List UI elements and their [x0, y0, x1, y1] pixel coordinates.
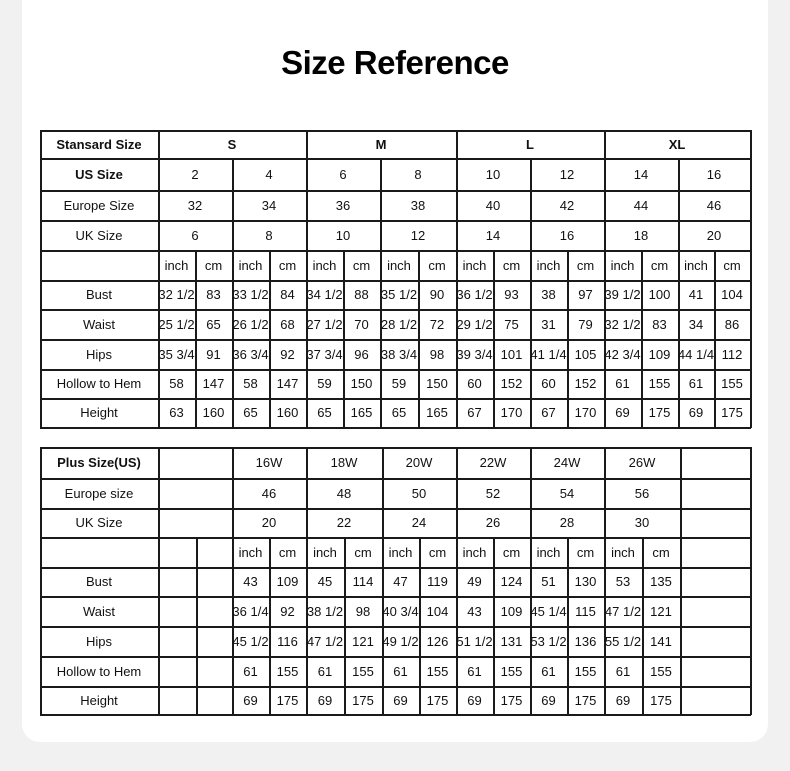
measurement-value: 105 [574, 346, 597, 362]
measurement-label: Hollow to Hem [56, 376, 142, 391]
us-size-cell: 10 [485, 166, 501, 182]
measurement-value: 37 3/4 [306, 346, 343, 362]
uk-size-cell: 10 [335, 227, 351, 243]
measurement-value: 155 [648, 376, 671, 391]
plus-measurement-label: Height [80, 692, 118, 708]
plus-measurement-value: 136 [574, 633, 597, 649]
measurement-label: Height [80, 405, 118, 420]
measurement-value: 65 [391, 405, 407, 420]
measurement-value: 88 [354, 287, 369, 302]
plus-unit-header: inch [462, 544, 487, 560]
measurement-value: 175 [648, 405, 671, 420]
plus-measurement-value: 98 [355, 603, 371, 619]
plus-unit-header: cm [278, 544, 297, 560]
plus-uk-size: 28 [559, 515, 575, 530]
uk-size-label: UK Size [75, 227, 123, 243]
plus-measurement-value: 69 [541, 692, 556, 708]
measurement-value: 109 [648, 346, 671, 362]
plus-uk-size: 24 [411, 515, 427, 530]
plus-unit-header: cm [652, 544, 670, 560]
plus-us-size: 18W [330, 455, 358, 470]
plus-measurement-value: 47 [393, 574, 408, 589]
plus-measurement-value: 175 [574, 692, 597, 708]
grid-line [680, 447, 682, 715]
plus-measurement-value: 109 [500, 603, 523, 619]
uk-size-cell: 16 [559, 227, 575, 243]
unit-header: cm [576, 257, 595, 273]
europe-size-cell: 44 [633, 197, 649, 213]
plus-unit-header: cm [354, 544, 372, 560]
plus-unit-header: inch [238, 544, 263, 560]
measurement-value: 93 [504, 287, 519, 302]
plus-measurement-value: 61 [615, 663, 631, 679]
measurement-value: 29 1/2 [456, 316, 493, 332]
size-group-label: M [375, 136, 387, 152]
plus-measurement-value: 55 1/2 [604, 633, 642, 649]
plus-measurement-value: 40 3/4 [382, 603, 419, 619]
measurement-value: 150 [350, 376, 373, 391]
grid-line [750, 130, 752, 428]
plus-measurement-value: 92 [280, 603, 295, 619]
plus-europe-size: 54 [559, 485, 575, 501]
grid-line [40, 427, 751, 429]
measurement-value: 160 [276, 405, 299, 420]
plus-measurement-value: 175 [650, 692, 672, 708]
grid-line [158, 447, 160, 715]
measurement-value: 32 1/2 [158, 287, 195, 302]
unit-header: cm [204, 257, 223, 273]
us-size-cell: 2 [191, 166, 199, 182]
measurement-value: 104 [721, 287, 743, 302]
plus-measurement-value: 61 [243, 663, 258, 679]
measurement-value: 150 [426, 376, 448, 391]
measurement-value: 59 [391, 376, 407, 391]
plus-us-size: 16W [255, 455, 283, 470]
plus-unit-header: inch [388, 544, 413, 560]
grid-line [750, 447, 752, 715]
unit-header: cm [502, 257, 521, 273]
plus-measurement-value: 141 [650, 633, 672, 649]
measurement-value: 79 [578, 316, 593, 332]
measurement-value: 60 [541, 376, 556, 391]
plus-measurement-value: 119 [427, 574, 448, 589]
unit-header: inch [312, 257, 337, 273]
plus-measurement-value: 61 [393, 663, 408, 679]
size-group-label: XL [668, 136, 686, 152]
measurement-value: 83 [206, 287, 221, 302]
plus-measurement-value: 69 [243, 692, 258, 708]
uk-size-cell: 6 [191, 227, 199, 243]
plus-measurement-value: 61 [317, 663, 333, 679]
uk-size-cell: 20 [706, 227, 722, 243]
measurement-value: 31 [541, 316, 556, 332]
standard-size-header: Stansard Size [56, 136, 142, 152]
measurement-value: 28 1/2 [380, 316, 418, 332]
plus-measurement-value: 61 [541, 663, 556, 679]
uk-size-cell: 18 [633, 227, 649, 243]
plus-measurement-value: 104 [426, 603, 449, 619]
measurement-value: 41 [688, 287, 704, 302]
plus-measurement-value: 175 [500, 692, 523, 708]
measurement-value: 39 3/4 [456, 346, 493, 362]
measurement-value: 59 [317, 376, 332, 391]
plus-measurement-value: 124 [500, 574, 523, 589]
unit-header: cm [278, 257, 297, 273]
plus-measurement-value: 51 1/2 [456, 633, 493, 649]
plus-measurement-value: 175 [352, 692, 374, 708]
measurement-value: 97 [578, 287, 593, 302]
measurement-value: 170 [500, 405, 523, 420]
us-size-cell: 6 [339, 166, 347, 182]
measurement-value: 61 [688, 376, 704, 391]
us-size-label: US Size [75, 166, 123, 182]
measurement-value: 65 [206, 316, 221, 332]
plus-us-size: 24W [553, 455, 581, 470]
measurement-value: 58 [243, 376, 258, 391]
plus-measurement-value: 45 1/2 [232, 633, 269, 649]
us-size-cell: 8 [414, 166, 422, 182]
measurement-value: 65 [317, 405, 332, 420]
plus-us-size: 26W [628, 455, 656, 470]
unit-header: inch [387, 257, 411, 273]
measurement-value: 32 1/2 [604, 316, 641, 332]
plus-measurement-label: Bust [85, 574, 112, 589]
unit-header: inch [610, 257, 635, 273]
plus-measurement-value: 36 1/4 [232, 603, 269, 619]
plus-measurement-value: 49 1/2 [382, 633, 419, 649]
plus-measurement-value: 45 1/4 [530, 603, 567, 619]
measurement-value: 75 [504, 316, 519, 332]
plus-unit-header: cm [428, 544, 447, 560]
plus-measurement-value: 53 [615, 574, 631, 589]
plus-measurement-value: 43 [243, 574, 258, 589]
measurement-value: 147 [276, 376, 299, 391]
plus-measurement-value: 155 [500, 663, 523, 679]
measurement-value: 147 [202, 376, 225, 391]
grid-line [40, 714, 751, 716]
measurement-value: 152 [500, 376, 523, 391]
plus-measurement-value: 47 1/2 [306, 633, 344, 649]
uk-size-cell: 12 [410, 227, 426, 243]
plus-measurement-value: 130 [574, 574, 597, 589]
plus-measurement-value: 114 [352, 574, 374, 589]
plus-measurement-value: 69 [615, 692, 631, 708]
plus-uk-label: UK Size [75, 515, 123, 530]
measurement-label: Waist [82, 316, 116, 332]
plus-measurement-value: 175 [426, 692, 449, 708]
plus-europe-size: 46 [261, 485, 277, 501]
plus-measurement-value: 175 [276, 692, 299, 708]
measurement-value: 44 1/4 [678, 346, 714, 362]
europe-size-cell: 46 [706, 197, 722, 213]
measurement-value: 175 [721, 405, 743, 420]
measurement-value: 86 [724, 316, 740, 332]
measurement-value: 68 [280, 316, 295, 332]
europe-size-cell: 34 [261, 197, 277, 213]
plus-unit-header: cm [502, 544, 521, 560]
measurement-value: 165 [426, 405, 448, 420]
measurement-value: 41 1/4 [530, 346, 567, 362]
plus-measurement-value: 135 [650, 574, 672, 589]
plus-measurement-label: Hips [85, 633, 112, 649]
plus-unit-header: inch [536, 544, 561, 560]
unit-header: inch [536, 257, 561, 273]
page-title: Size Reference [281, 44, 509, 81]
measurement-value: 33 1/2 [232, 287, 269, 302]
plus-measurement-value: 43 [467, 603, 482, 619]
us-size-cell: 4 [265, 166, 273, 182]
plus-uk-size: 26 [485, 515, 501, 530]
plus-measurement-value: 69 [467, 692, 482, 708]
plus-unit-header: inch [313, 544, 337, 560]
plus-europe-size: 56 [634, 485, 650, 501]
unit-header: inch [164, 257, 189, 273]
plus-unit-header: cm [576, 544, 595, 560]
plus-measurement-value: 155 [352, 663, 374, 679]
plus-measurement-value: 49 [467, 574, 482, 589]
measurement-value: 67 [541, 405, 556, 420]
plus-measurement-value: 38 1/2 [306, 603, 344, 619]
plus-measurement-value: 131 [500, 633, 523, 649]
measurement-value: 83 [652, 316, 667, 332]
plus-measurement-value: 47 1/2 [604, 603, 642, 619]
measurement-value: 26 1/2 [232, 316, 269, 332]
measurement-value: 155 [721, 376, 743, 391]
measurement-value: 170 [574, 405, 597, 420]
plus-size-header: Plus Size(US) [57, 455, 141, 470]
uk-size-cell: 8 [265, 227, 273, 243]
grid-line [196, 537, 198, 715]
plus-uk-size: 20 [261, 515, 277, 530]
plus-measurement-value: 61 [467, 663, 482, 679]
measurement-value: 160 [202, 405, 225, 420]
plus-measurement-label: Hollow to Hem [56, 663, 142, 679]
europe-size-cell: 42 [559, 197, 575, 213]
unit-header: cm [428, 257, 446, 273]
europe-size-label: Europe Size [63, 197, 135, 213]
unit-header: inch [238, 257, 263, 273]
uk-size-cell: 14 [485, 227, 501, 243]
plus-europe-size: 52 [485, 485, 501, 501]
measurement-value: 39 1/2 [604, 287, 641, 302]
plus-measurement-value: 51 [541, 574, 556, 589]
measurement-value: 34 1/2 [306, 287, 343, 302]
measurement-value: 84 [280, 287, 295, 302]
plus-measurement-value: 69 [317, 692, 333, 708]
measurement-value: 27 1/2 [306, 316, 343, 332]
measurement-value: 100 [648, 287, 671, 302]
measurement-value: 35 1/2 [380, 287, 418, 302]
measurement-label: Hips [85, 346, 112, 362]
plus-measurement-value: 126 [426, 633, 449, 649]
plus-measurement-value: 155 [426, 663, 449, 679]
europe-size-cell: 40 [485, 197, 501, 213]
measurement-value: 25 1/2 [158, 316, 195, 332]
plus-measurement-value: 109 [276, 574, 299, 589]
measurement-value: 35 3/4 [158, 346, 195, 362]
measurement-value: 69 [615, 405, 630, 420]
europe-size-cell: 32 [187, 197, 203, 213]
measurement-value: 65 [243, 405, 258, 420]
measurement-value: 69 [688, 405, 704, 420]
measurement-value: 70 [354, 316, 369, 332]
measurement-value: 152 [574, 376, 597, 391]
measurement-value: 63 [169, 405, 184, 420]
europe-size-cell: 38 [410, 197, 426, 213]
measurement-value: 165 [350, 405, 373, 420]
measurement-value: 112 [721, 346, 743, 362]
unit-header: cm [723, 257, 741, 273]
plus-europe-size: 50 [411, 485, 427, 501]
unit-header: cm [352, 257, 371, 273]
measurement-value: 61 [615, 376, 630, 391]
plus-europe-label: Europe size [64, 485, 134, 501]
measurement-label: Bust [85, 287, 112, 302]
unit-header: inch [684, 257, 708, 273]
us-size-cell: 16 [706, 166, 722, 182]
plus-europe-size: 48 [336, 485, 352, 501]
measurement-value: 96 [354, 346, 369, 362]
measurement-value: 90 [429, 287, 445, 302]
measurement-value: 38 3/4 [380, 346, 418, 362]
measurement-value: 34 [688, 316, 704, 332]
europe-size-cell: 36 [335, 197, 351, 213]
measurement-value: 38 [541, 287, 556, 302]
plus-measurement-value: 115 [575, 603, 596, 619]
plus-measurement-value: 155 [650, 663, 672, 679]
plus-us-size: 22W [479, 455, 507, 470]
measurement-value: 58 [169, 376, 184, 391]
unit-header: cm [650, 257, 669, 273]
measurement-value: 98 [429, 346, 445, 362]
measurement-value: 67 [467, 405, 482, 420]
measurement-value: 92 [280, 346, 295, 362]
plus-us-size: 20W [405, 455, 433, 470]
plus-measurement-value: 121 [650, 603, 672, 619]
measurement-value: 36 1/2 [456, 287, 493, 302]
plus-measurement-value: 116 [277, 633, 298, 649]
plus-measurement-value: 155 [276, 663, 299, 679]
measurement-value: 42 3/4 [604, 346, 641, 362]
plus-measurement-value: 53 1/2 [530, 633, 567, 649]
measurement-value: 36 3/4 [232, 346, 269, 362]
measurement-value: 72 [429, 316, 445, 332]
plus-unit-header: inch [611, 544, 635, 560]
unit-header: inch [462, 257, 487, 273]
us-size-cell: 14 [633, 166, 649, 182]
plus-measurement-value: 155 [574, 663, 597, 679]
plus-measurement-label: Waist [82, 603, 116, 619]
plus-measurement-value: 69 [393, 692, 408, 708]
plus-uk-size: 22 [336, 515, 352, 530]
measurement-value: 101 [500, 346, 523, 362]
measurement-value: 60 [467, 376, 482, 391]
plus-measurement-value: 121 [352, 633, 374, 649]
size-group-label: L [526, 136, 534, 152]
measurement-value: 91 [206, 346, 221, 362]
plus-uk-size: 30 [634, 515, 650, 530]
size-group-label: S [227, 136, 237, 152]
plus-measurement-value: 45 [317, 574, 333, 589]
us-size-cell: 12 [559, 166, 575, 182]
